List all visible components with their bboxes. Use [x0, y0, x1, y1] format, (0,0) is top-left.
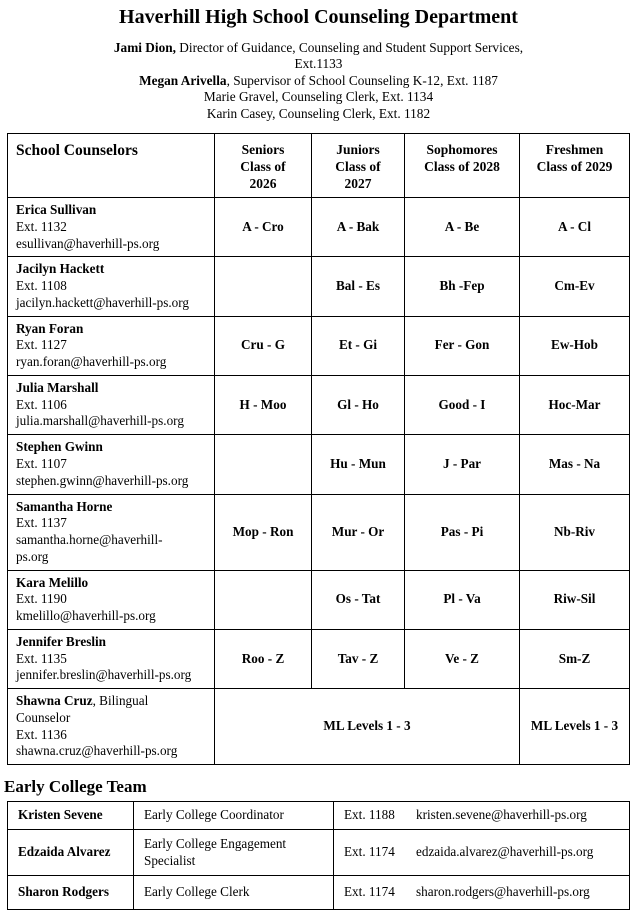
column-header-seniors: Seniors Class of 2026 — [215, 134, 312, 198]
team-member-email: edzaida.alvarez@haverhill-ps.org — [416, 844, 594, 860]
department-staff-list — [0, 40, 637, 122]
staff-line-director-ext — [0, 56, 637, 72]
counselor-email: shawna.cruz@haverhill-ps.org — [16, 743, 178, 759]
assignment-freshmen: Ew-Hob — [520, 316, 630, 375]
counselor-row — [8, 316, 630, 375]
column-header-school-counselors: School Counselors — [8, 134, 215, 198]
staff-line-director — [0, 40, 637, 56]
counselor-name: Kara Melillo — [16, 574, 89, 590]
counselor-row — [8, 435, 630, 494]
assignment-juniors: Gl - Ho — [312, 375, 405, 434]
counselor-info-cell — [8, 435, 215, 494]
team-member-name: Sharon Rodgers — [8, 876, 134, 910]
counselor-email: julia.marshall@haverhill-ps.org — [16, 413, 184, 429]
assignment-sophomores: Good - I — [405, 375, 520, 434]
team-member-ext: Ext. 1174 — [344, 844, 395, 860]
assignment-seniors — [215, 257, 312, 316]
staff-role: Director of Guidance, Counseling and Student Support Services, — [175, 40, 524, 55]
counselor-ext: Ext. 1136 — [16, 726, 67, 742]
team-member-contact — [334, 830, 630, 876]
counselor-row — [8, 198, 630, 257]
counselor-ext: Ext. 1107 — [16, 455, 67, 471]
counselor-ext: Ext. 1137 — [16, 515, 67, 531]
counselor-name: Julia Marshall — [16, 379, 99, 395]
column-header-sophomores: Sophomores Class of 2028 — [405, 134, 520, 198]
counselor-info-cell — [8, 316, 215, 375]
staff-line-clerk-2 — [0, 106, 637, 122]
counselor-info-cell — [8, 570, 215, 629]
counselor-row — [8, 570, 630, 629]
staff-name: Megan Arivella — [139, 72, 227, 88]
staff-role: Marie Gravel, Counseling Clerk, Ext. 1134 — [203, 89, 434, 105]
assignment-seniors — [215, 435, 312, 494]
assignment-sophomores: J - Par — [405, 435, 520, 494]
team-member-email: sharon.rodgers@haverhill-ps.org — [416, 884, 590, 900]
early-college-row — [8, 802, 630, 830]
column-header-freshmen: Freshmen Class of 2029 — [520, 134, 630, 198]
team-member-role: Early College Clerk — [134, 876, 334, 910]
assignment-sophomores: A - Be — [405, 198, 520, 257]
counselor-row — [8, 629, 630, 688]
team-member-role: Early College Coordinator — [134, 802, 334, 830]
assignment-freshmen: Cm-Ev — [520, 257, 630, 316]
counselor-row — [8, 257, 630, 316]
assignment-sophomores: Pl - Va — [405, 570, 520, 629]
team-member-email: kristen.sevene@haverhill-ps.org — [416, 807, 587, 823]
staff-ext: Ext.1133 — [294, 56, 343, 72]
column-header-juniors: Juniors Class of 2027 — [312, 134, 405, 198]
counselor-ext: Ext. 1108 — [16, 278, 67, 294]
counselor-info-cell — [8, 494, 215, 570]
assignment-seniors: A - Cro — [215, 198, 312, 257]
counselor-table — [7, 133, 630, 765]
team-member-contact — [334, 876, 630, 910]
counselor-name-line — [16, 693, 194, 727]
early-college-table — [7, 801, 630, 910]
assignment-juniors: Os - Tat — [312, 570, 405, 629]
counselor-name: Ryan Foran — [16, 320, 84, 336]
counselor-email: kmelillo@haverhill-ps.org — [16, 608, 156, 624]
counselor-email: stephen.gwinn@haverhill-ps.org — [16, 472, 189, 488]
counselor-info-cell — [8, 689, 215, 765]
assignment-sophomores: Pas - Pi — [405, 494, 520, 570]
assignment-freshmen: Mas - Na — [520, 435, 630, 494]
staff-name: Jami Dion, — [113, 40, 176, 55]
counselor-ext: Ext. 1132 — [16, 218, 67, 234]
assignment-juniors: Tav - Z — [312, 629, 405, 688]
counselor-email: jacilyn.hackett@haverhill-ps.org — [16, 294, 190, 310]
counselor-ext: Ext. 1127 — [16, 337, 67, 353]
counselor-info-cell — [8, 257, 215, 316]
assignment-seniors: Roo - Z — [215, 629, 312, 688]
counselor-email: esullivan@haverhill-ps.org — [16, 235, 160, 251]
team-member-ext: Ext. 1174 — [344, 884, 395, 900]
counselor-email: jennifer.breslin@haverhill-ps.org — [16, 667, 192, 683]
team-member-role: Early College Engagement Specialist — [134, 830, 334, 876]
counselor-info-cell — [8, 375, 215, 434]
counselor-ext: Ext. 1190 — [16, 591, 67, 607]
assignment-sophomores: Bh -Fep — [405, 257, 520, 316]
team-member-name: Kristen Sevene — [8, 802, 134, 830]
assignment-freshmen: Hoc-Mar — [520, 375, 630, 434]
early-college-row — [8, 830, 630, 876]
bilingual-counselor-row — [8, 689, 630, 765]
assignment-juniors: Bal - Es — [312, 257, 405, 316]
counselor-info-cell — [8, 629, 215, 688]
team-member-ext: Ext. 1188 — [344, 807, 395, 823]
counselor-ext: Ext. 1135 — [16, 650, 67, 666]
assignment-juniors: Et - Gi — [312, 316, 405, 375]
assignment-sophomores: Ve - Z — [405, 629, 520, 688]
counselor-name: Jennifer Breslin — [16, 633, 106, 649]
assignment-sophomores: Fer - Gon — [405, 316, 520, 375]
counselor-email: ryan.foran@haverhill-ps.org — [16, 354, 167, 370]
ml-levels-freshmen-cell: ML Levels 1 - 3 — [520, 689, 630, 765]
page-title: Haverhill High School Counseling Department — [119, 6, 518, 28]
counselor-name: Stephen Gwinn — [16, 439, 103, 455]
team-member-name: Edzaida Alvarez — [8, 830, 134, 876]
counselor-name: Jacilyn Hackett — [16, 261, 105, 277]
staff-line-clerk-1 — [0, 89, 637, 105]
assignment-freshmen: Sm-Z — [520, 629, 630, 688]
ml-levels-merged-cell: ML Levels 1 - 3 — [215, 689, 520, 765]
counselor-name: Samantha Horne — [16, 498, 113, 514]
counselor-row — [8, 375, 630, 434]
team-member-contact — [334, 802, 630, 830]
staff-line-supervisor — [0, 73, 637, 89]
counselor-email: samantha.horne@haverhill-ps.org — [16, 532, 163, 564]
early-college-heading: Early College Team — [4, 777, 147, 797]
assignment-juniors: Hu - Mun — [312, 435, 405, 494]
counselor-title-suffix: , Bilingual Counselor — [16, 693, 149, 725]
counselor-ext: Ext. 1106 — [16, 396, 67, 412]
assignment-seniors: H - Moo — [215, 375, 312, 434]
assignment-freshmen: Riw-Sil — [520, 570, 630, 629]
counselor-table-header-row — [8, 134, 630, 198]
assignment-freshmen: Nb-Riv — [520, 494, 630, 570]
counselor-info-cell — [8, 198, 215, 257]
early-college-row — [8, 876, 630, 910]
assignment-seniors — [215, 570, 312, 629]
counselor-name: Shawna Cruz — [16, 693, 93, 709]
staff-role: , Supervisor of School Counseling K-12, Ext. 1187 — [226, 72, 498, 88]
staff-role: Karin Casey, Counseling Clerk, Ext. 1182 — [206, 105, 431, 121]
counselor-name: Erica Sullivan — [16, 202, 97, 218]
counselor-row — [8, 494, 630, 570]
assignment-seniors: Cru - G — [215, 316, 312, 375]
assignment-juniors: A - Bak — [312, 198, 405, 257]
assignment-freshmen: A - Cl — [520, 198, 630, 257]
assignment-juniors: Mur - Or — [312, 494, 405, 570]
assignment-seniors: Mop - Ron — [215, 494, 312, 570]
